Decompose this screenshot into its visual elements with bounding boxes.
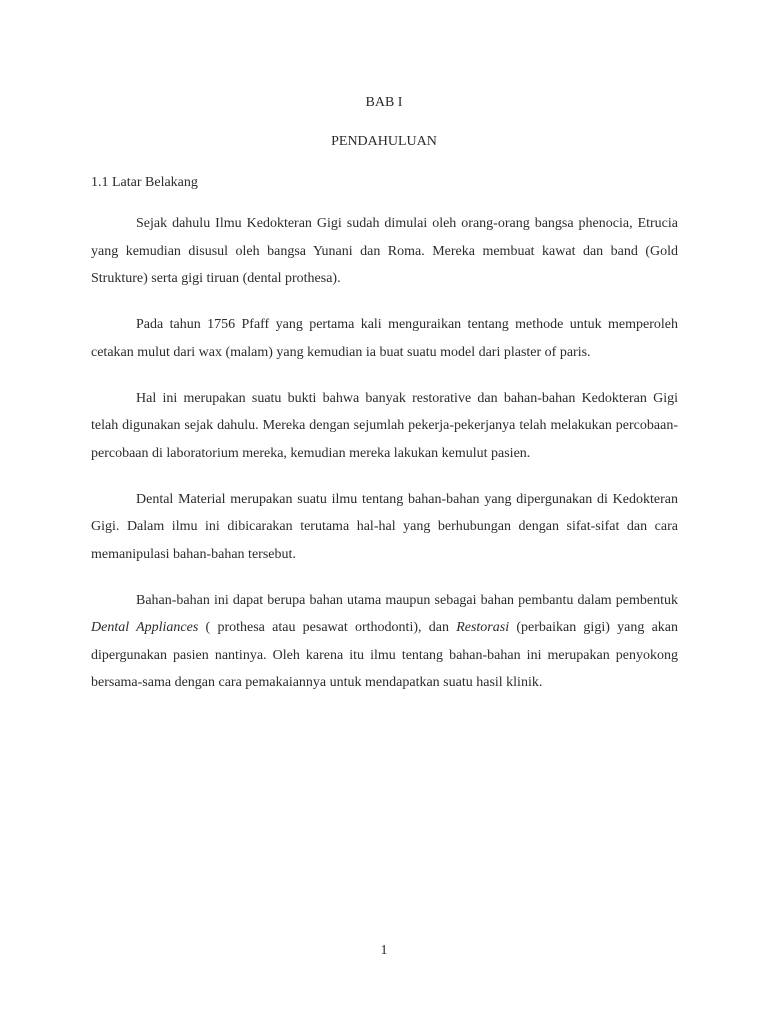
page-number: 1 [380,943,388,958]
body-text [91,210,678,715]
term-restorasi: Restorasi [456,620,510,635]
paragraph-1: Sejak dahulu Ilmu Kedokteran Gigi sudah dimulai oleh orang-orang bangsa phenocia, Etrucia yang kemudian disusul oleh bangsa Yunani dan Roma. Mereka membuat kawat dan band (Gold Strukture) serta gigi tiruan (dental prothesa). [91,216,678,286]
paragraph-5-text-b: ( prothesa atau pesawat orthodonti), dan [198,620,457,635]
paragraph-4: Dental Material merupakan suatu ilmu tentang bahan-bahan yang dipergunakan di Kedokteran Gigi. Dalam ilmu ini dibicarakan terutama hal-hal yang berhubungan dengan sifat-sifat dan cara memanipulasi bahan-bahan tersebut. [91,491,678,562]
chapter-title: PENDAHULUAN [331,134,437,149]
term-dental-appliances: Dental Appliances [91,620,199,635]
paragraph-3: Hal ini merupakan suatu bukti bahwa banyak restorative dan bahan-bahan Kedokteran Gigi telah digunakan sejak dahulu. Mereka dengan sejumlah pekerja-pekerjanya telah melakukan percobaan-percobaan di laboratorium mereka, kemudian mereka lakukan kemulut pasien. [91,390,678,461]
section-heading: 1.1 Latar Belakang [91,175,198,190]
paragraph-5-text-c: (perbaikan gigi) yang akan dipergunakan pasien nantinya. Oleh karena itu ilmu tentang bahan-bahan ini merupakan penyokong bersama-sama dengan cara pemakaiannya untuk mendapatkan suatu hasil klinik. [91,620,678,690]
paragraph-2: Pada tahun 1756 Pfaff yang pertama kali menguraikan tentang methode untuk memperoleh cetakan mulut dari wax (malam) yang kemudian ia buat suatu model dari plaster of paris. [91,317,678,360]
paragraph-5-text-a: Bahan-bahan ini dapat berupa bahan utama maupun sebagai bahan pembantu dalam pembentuk [136,592,678,608]
paragraph-5 [91,587,678,697]
chapter-number: BAB I [365,95,403,110]
